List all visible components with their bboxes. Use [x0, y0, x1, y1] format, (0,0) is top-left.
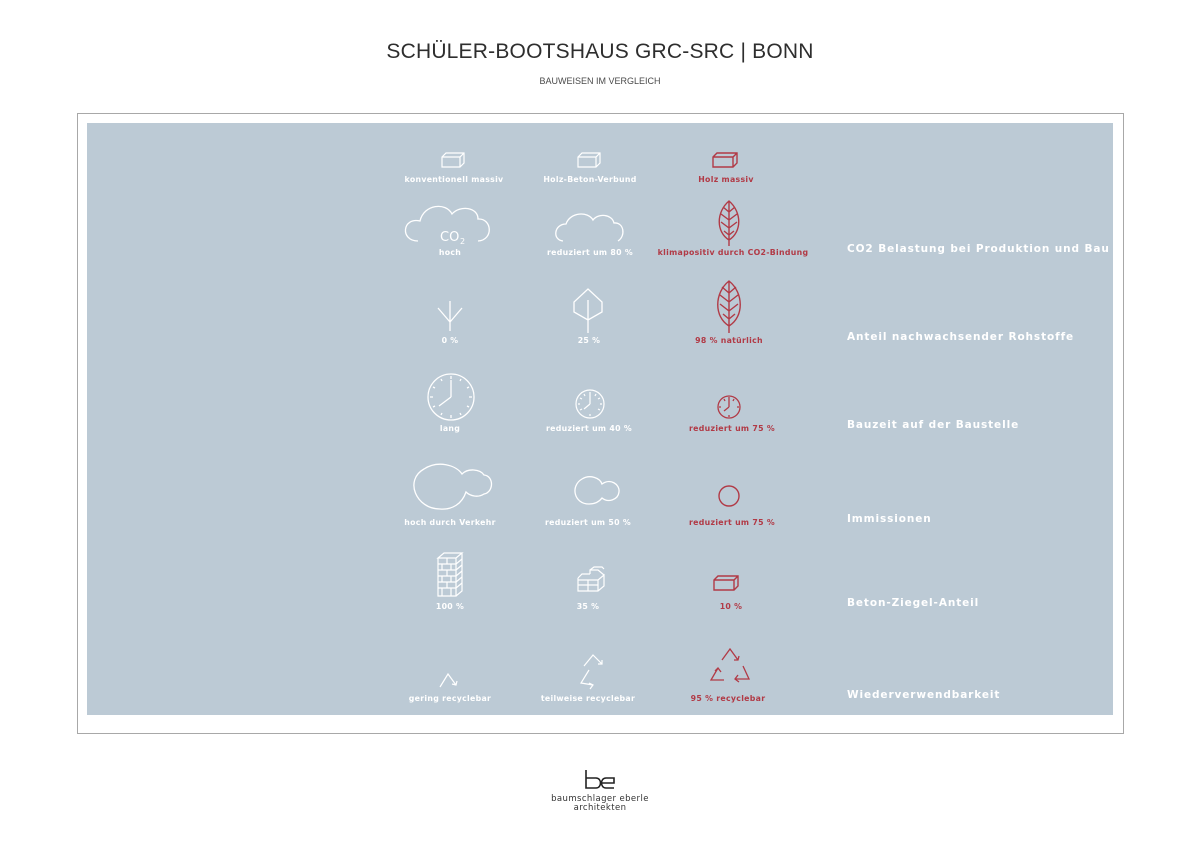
page-title: SCHÜLER-BOOTSHAUS GRC-SRC | BONN	[386, 40, 814, 63]
bare-tree-icon	[438, 301, 462, 331]
recycle-partial-icon	[440, 674, 457, 687]
brick-icon	[578, 153, 600, 167]
page-subtitle: BAUWEISEN IM VERGLEICH	[539, 76, 661, 86]
cell-recycle-hybrid: teilweise recyclebar	[540, 694, 636, 703]
brick-stack-icon	[438, 553, 462, 596]
cell-concrete-hybrid: 35 %	[576, 602, 600, 611]
leaf-icon	[718, 281, 741, 333]
clock-icon	[718, 396, 740, 418]
logo-line-1: baumschlager eberle	[551, 794, 649, 804]
clock-icon	[428, 374, 474, 420]
clock-icon	[576, 390, 604, 418]
brick-icon	[714, 576, 738, 590]
cloud-icon	[556, 214, 623, 241]
column-header-conventional: konventionell massiv	[404, 175, 504, 184]
cell-co2-timber: klimapositiv durch CO2-Bindung	[657, 248, 809, 257]
co2-cloud-icon	[405, 206, 489, 246]
co2-text: CO	[440, 230, 460, 245]
cell-time-conventional: lang	[439, 424, 461, 433]
cell-co2-conventional: hoch	[438, 248, 462, 257]
cell-time-timber: reduziert um 75 %	[689, 424, 775, 433]
row-title-concrete: Beton-Ziegel-Anteil	[847, 597, 980, 609]
row-title-emission: Immissionen	[847, 513, 932, 525]
leaf-icon	[719, 201, 739, 246]
cell-emission-timber: reduziert um 75 %	[689, 518, 775, 527]
emission-bubbles-icon	[575, 477, 619, 504]
brick-icon	[442, 153, 464, 167]
cell-renewable-timber: 98 % natürlich	[695, 336, 763, 345]
brick-cluster-icon	[578, 567, 604, 591]
recycle-partial-icon	[581, 655, 602, 689]
recycle-icon	[711, 649, 749, 682]
column-header-hybrid: Holz-Beton-Verbund	[543, 175, 637, 184]
brick-icon	[713, 153, 737, 167]
cell-co2-hybrid: reduziert um 80 %	[547, 248, 633, 257]
co2-subscript: 2	[460, 237, 466, 246]
architect-logo	[535, 768, 665, 813]
cell-recycle-conventional: gering recyclebar	[408, 694, 492, 703]
row-title-recycle: Wiederverwendbarkeit	[847, 689, 1001, 701]
be-logo-mark	[580, 768, 620, 790]
cell-concrete-conventional: 100 %	[435, 602, 465, 611]
row-title-co2: CO2 Belastung bei Produktion und Bau	[847, 243, 1110, 255]
cell-time-hybrid: reduziert um 40 %	[546, 424, 632, 433]
cell-renewable-conventional: 0 %	[441, 336, 459, 345]
emission-circle-icon	[719, 486, 739, 506]
cell-emission-conventional: hoch durch Verkehr	[404, 518, 496, 527]
tree-icon	[574, 289, 602, 333]
cell-renewable-hybrid: 25 %	[577, 336, 601, 345]
column-header-timber: Holz massiv	[698, 175, 754, 184]
cell-emission-hybrid: reduziert um 50 %	[545, 518, 631, 527]
row-title-renewable: Anteil nachwachsender Rohstoffe	[847, 331, 1075, 343]
cell-concrete-timber: 10 %	[719, 602, 743, 611]
row-title-time: Bauzeit auf der Baustelle	[847, 419, 1020, 431]
logo-line-2: architekten	[573, 803, 627, 813]
emission-bubbles-icon	[414, 464, 492, 509]
cell-recycle-timber: 95 % recyclebar	[690, 694, 766, 703]
